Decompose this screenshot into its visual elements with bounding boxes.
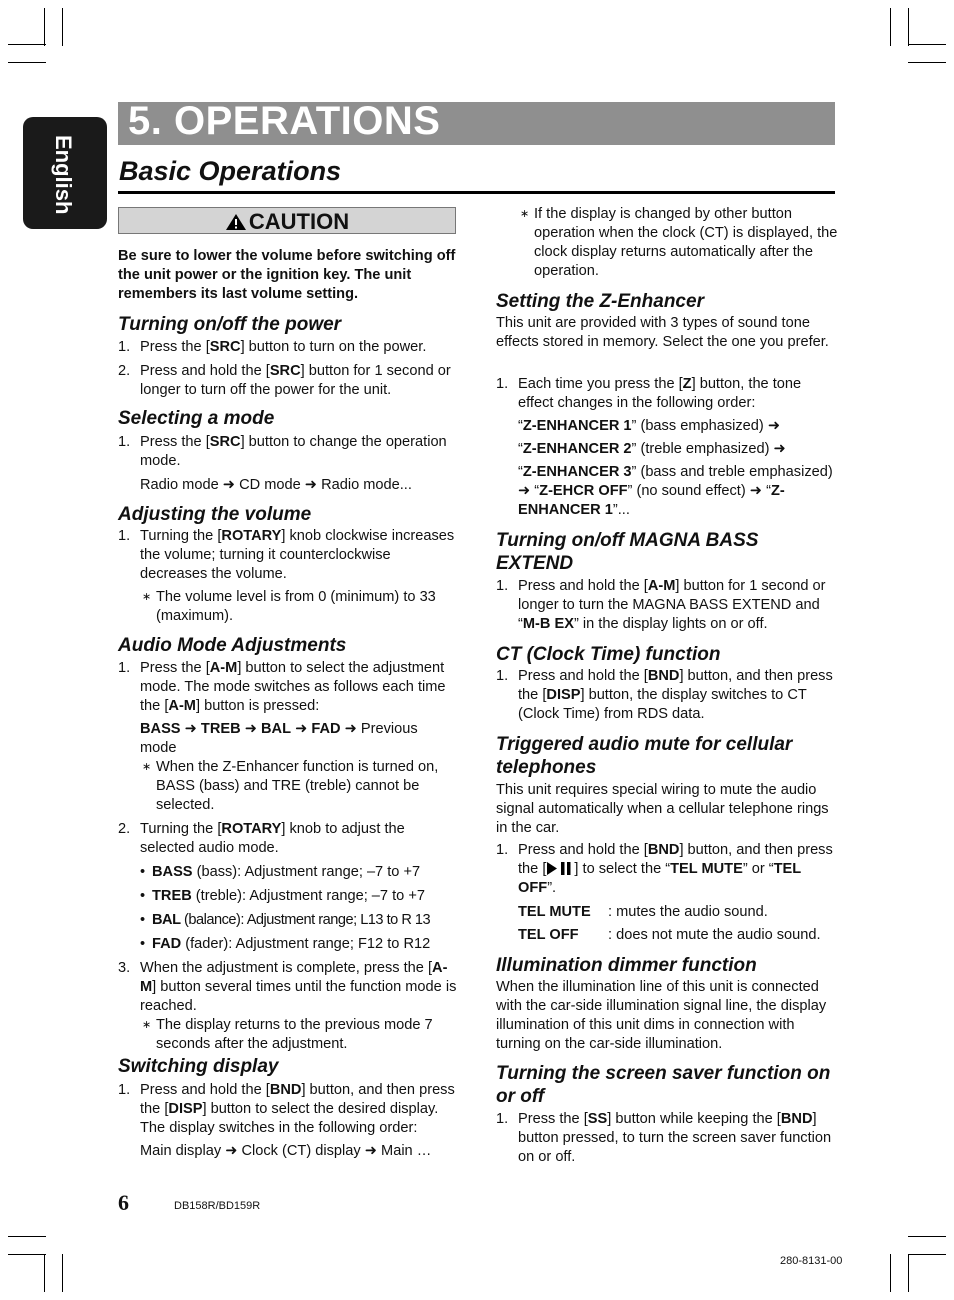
list-item: 1. Press and hold the [BND] button, and then press the [DISP] button to select the desired display. (118, 1082, 455, 1117)
crop-mark (62, 8, 63, 46)
crop-mark (890, 8, 891, 46)
list-item: 1. Each time you press the [Z] button, the tone effect changes in the following order: (496, 376, 802, 411)
list-item: 1. Press and hold the [BND] button, and then press the [DISP] button, the display switches to CT (Clock Time) from RDS data. (496, 668, 833, 722)
list-item: 3. When the adjustment is complete, press the [A-M] button several times until the function mode is reached. (118, 960, 457, 1014)
crop-mark (44, 8, 45, 46)
caution-label: CAUTION (248, 209, 350, 234)
heading-audio-mode: Audio Mode Adjustments (118, 635, 347, 656)
crop-mark (908, 1254, 909, 1292)
caution-box (118, 207, 456, 234)
crop-mark (44, 1254, 45, 1292)
audio-mode-note: ∗ When the Z-Enhancer function is turned on, BASS (bass) and TRE (treble) cannot be selected. (142, 759, 439, 813)
list-item: 1. Press and hold the [BND] button, and then press the [ ] to select the “TEL MUTE” or “TEL OFF”. (496, 842, 833, 896)
z-enhancer-sequence: “Z-ENHANCER 1” (bass emphasized) ➜ “Z-ENHANCER 2” (treble emphasized) ➜ “Z-ENHANCER 3” (bass and treble emphasized) ➜ “Z-EHCR OFF” (no sound effect) ➜ “Z-ENHANCER 1”... (518, 418, 833, 518)
volume-note: ∗ The volume level is from 0 (minimum) to 33 (maximum). (142, 589, 436, 624)
bullet-item: • FAD (fader): Adjustment range; F12 to R12 (140, 936, 431, 952)
list-item: 1. Press and hold the [A-M] button for 1 second or longer to turn the MAGNA BASS EXTEND and “M-B EX” in the display lights on or off. (496, 578, 826, 632)
definition-row: TEL MUTE : mutes the audio sound. (518, 904, 768, 920)
play-pause-icon (546, 861, 574, 876)
magna-bass-steps (496, 577, 838, 634)
crop-mark (8, 44, 46, 45)
section-title: Basic Operations (119, 156, 342, 186)
dimmer-text: When the illumination line of this unit is connected with the car-side illumination signal line, the display illumination of this unit dims in connection with turning on the car-side illumination. (496, 979, 827, 1052)
clock-time-steps (496, 667, 838, 724)
heading-screen-saver: Turning the screen saver function on or off (496, 1063, 831, 1107)
crop-mark (8, 62, 46, 63)
heading-power: Turning on/off the power (118, 314, 342, 335)
page-number: 6 (118, 1190, 129, 1215)
list-item: 1. Press the [SS] button while keeping the [BND] button pressed, to turn the screen saver function on or off. (496, 1111, 832, 1165)
bullet-item: • BAL (balance): Adjustment range; L13 to R 13 (140, 912, 431, 928)
switching-display-sequence: Main display ➜ Clock (CT) display ➜ Main … (140, 1143, 432, 1159)
heading-magna-bass: Turning on/off MAGNA BASS EXTEND (496, 530, 759, 574)
switching-display-steps (118, 1081, 458, 1161)
crop-mark (890, 1254, 891, 1292)
heading-clock-time: CT (Clock Time) function (496, 644, 721, 665)
crop-mark (908, 44, 946, 45)
mode-steps (118, 433, 458, 495)
crop-mark (908, 62, 946, 63)
switching-display-order: The display switches in the following order: (140, 1120, 418, 1136)
audio-mode-note: ∗ The display returns to the previous mode 7 seconds after the adjustment. (142, 1017, 433, 1052)
list-item: 1. Turning the [ROTARY] knob clockwise increases the volume; turning it counterclockwise decreases the volume. (118, 528, 455, 582)
mute-intro: This unit requires special wiring to mute the audio signal automatically when a cellular telephone rings in the car. (496, 782, 829, 836)
list-item: 1. Press the [SRC] button to turn on the power. (118, 339, 427, 355)
definition-row: TEL OFF : does not mute the audio sound. (518, 927, 821, 943)
crop-mark (8, 1254, 46, 1255)
language-tab-label: English (51, 135, 76, 215)
list-item: 1. Press the [SRC] button to change the operation mode. (118, 434, 447, 469)
heading-mode: Selecting a mode (118, 408, 275, 429)
list-item: 2. Turning the [ROTARY] knob to adjust the selected audio mode. (118, 821, 405, 856)
audio-mode-sequence: BASS ➜ TREB ➜ BAL ➜ FAD ➜ Previous mode (140, 721, 418, 756)
crop-mark (908, 1254, 946, 1255)
heading-z-enhancer: Setting the Z-Enhancer (496, 291, 704, 312)
power-steps (118, 338, 458, 400)
z-enhancer-steps (496, 375, 838, 520)
bullet-item: • BASS (bass): Adjustment range; –7 to +7 (140, 864, 421, 880)
z-enhancer-intro: This unit are provided with 3 types of sound tone effects stored in memory. Select the one you prefer. (496, 315, 829, 350)
chapter-title-bar (118, 99, 835, 145)
language-tab (23, 117, 107, 229)
crop-mark (8, 1236, 46, 1237)
volume-steps (118, 527, 458, 626)
screen-saver-steps (496, 1110, 838, 1167)
mute-definitions (496, 903, 838, 945)
heading-dimmer: Illumination dimmer function (496, 955, 757, 976)
audio-mode-steps (118, 659, 458, 1054)
display-note: ∗ If the display is changed by other button operation when the clock (CT) is displayed, the clock display returns automatically after the operation. (520, 206, 838, 279)
section-divider (118, 191, 835, 194)
crop-mark (62, 1254, 63, 1292)
crop-mark (908, 1236, 946, 1237)
heading-switching-display: Switching display (118, 1056, 279, 1077)
chapter-title: 5. OPERATIONS (128, 99, 441, 143)
mute-steps (496, 841, 838, 945)
bullet-item: • TREB (treble): Adjustment range; –7 to +7 (140, 888, 425, 904)
audio-bullets (118, 863, 458, 954)
list-item: 1. Press the [A-M] button to select the adjustment mode. The mode switches as follows each time the [A-M] button is pressed: (118, 660, 446, 714)
heading-volume: Adjusting the volume (118, 504, 312, 525)
warning-icon (225, 213, 247, 231)
caution-text: Be sure to lower the volume before switching off the unit power or the ignition key. The unit remembers its last volume setting. (118, 248, 456, 302)
mode-sequence: Radio mode ➜ CD mode ➜ Radio mode... (140, 477, 412, 493)
list-item: 2. Press and hold the [SRC] button for 1 second or longer to turn off the power for the unit. (118, 363, 451, 398)
heading-mute: Triggered audio mute for cellular telephones (496, 734, 793, 778)
model-number: DB158R/BD159R (174, 1200, 261, 1212)
document-code: 280-8131-00 (780, 1255, 843, 1267)
crop-mark (908, 8, 909, 46)
